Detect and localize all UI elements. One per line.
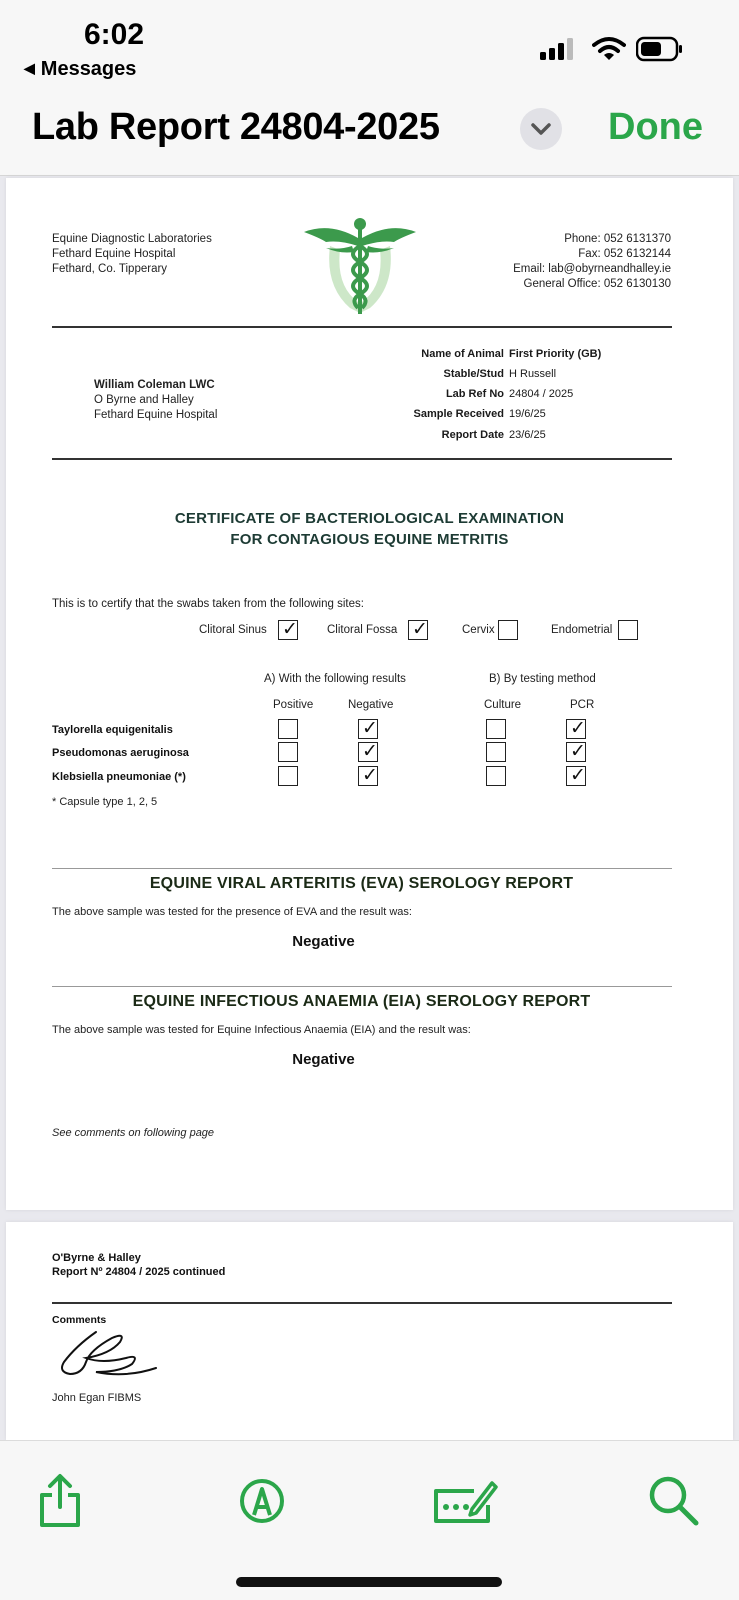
lab-line: Fethard, Co. Tipperary (52, 263, 168, 275)
eva-heading: EQUINE VIRAL ARTERITIS (EVA) SEROLOGY REPORT (149, 875, 574, 892)
divider (52, 868, 672, 869)
caduceus-logo-icon (300, 216, 420, 318)
lab-address-block (52, 232, 212, 277)
home-indicator[interactable] (236, 1577, 502, 1587)
result-checkbox[interactable] (486, 742, 506, 762)
eva-result: Negative (292, 933, 355, 950)
column-header: Positive (273, 699, 314, 711)
addressee-line: O Byrne and Halley (94, 394, 194, 406)
column-header: Culture (484, 699, 522, 711)
back-label: Messages (40, 58, 137, 80)
site-checkbox-clitoral-sinus[interactable] (278, 620, 298, 640)
checkmark-icon: ✓ (362, 740, 378, 762)
checkmark-icon: ✓ (362, 717, 378, 739)
title-menu-button[interactable] (520, 108, 562, 150)
document-title: Lab Report 24804-2025 (32, 106, 440, 148)
site-checkbox-endometrial[interactable] (618, 620, 638, 640)
meta-key: Lab Ref No (445, 388, 504, 400)
eia-result: Negative (292, 1051, 355, 1068)
eia-text: The above sample was tested for Equine Infectious Anaemia (EIA) and the result was: (52, 1024, 471, 1036)
site-label: Clitoral Sinus (199, 624, 267, 636)
result-checkbox[interactable] (486, 719, 506, 739)
back-to-messages-link[interactable] (24, 58, 136, 81)
results-heading-b: B) By testing method (489, 673, 596, 685)
checkmark-icon: ✓ (570, 717, 586, 739)
column-header: PCR (570, 699, 595, 711)
markup-icon[interactable] (232, 1471, 292, 1531)
signatory-name: John Egan FIBMS (52, 1392, 142, 1404)
document-page-2[interactable] (6, 1222, 733, 1440)
divider (52, 986, 672, 987)
meta-key: Name of Animal (421, 348, 504, 360)
column-header: Negative (348, 699, 394, 711)
lab-contact-block (513, 232, 671, 292)
meta-value: 23/6/25 (509, 429, 546, 441)
checkmark-icon: ✓ (412, 618, 428, 640)
organism-name: Taylorella equigenitalis (52, 724, 173, 736)
checkmark-icon: ✓ (570, 740, 586, 762)
site-label: Clitoral Fossa (327, 624, 398, 636)
divider (52, 326, 672, 328)
lab-line: Equine Diagnostic Laboratories (52, 233, 212, 245)
addressee-name: William Coleman LWC (94, 379, 215, 391)
divider (52, 458, 672, 460)
status-bar (0, 0, 739, 88)
share-icon[interactable] (30, 1471, 90, 1531)
results-heading-a: A) With the following results (264, 673, 406, 685)
result-checkbox[interactable] (278, 766, 298, 786)
checkmark-icon: ✓ (362, 764, 378, 786)
checkmark-icon: ✓ (282, 618, 298, 640)
result-checkbox[interactable] (358, 719, 378, 739)
addressee-block (94, 378, 217, 423)
contact-line: Phone: 052 6131370 (564, 233, 671, 245)
result-checkbox[interactable] (566, 719, 586, 739)
meta-value: 24804 / 2025 (509, 388, 574, 400)
status-time: 6:02 (84, 18, 145, 51)
document-page-1[interactable] (6, 178, 733, 1210)
meta-key: Sample Received (413, 408, 504, 420)
result-checkbox[interactable] (486, 766, 506, 786)
report-continued-line: Report Nº 24804 / 2025 continued (52, 1266, 226, 1278)
site-label: Endometrial (551, 624, 613, 636)
eia-heading: EQUINE INFECTIOUS ANAEMIA (EIA) SEROLOGY REPORT (132, 993, 591, 1010)
chevron-down-icon (520, 108, 562, 150)
site-checkbox-cervix[interactable] (498, 620, 518, 640)
meta-key: Report Date (441, 429, 504, 441)
meta-key: Stable/Stud (443, 368, 504, 380)
certificate-heading-line: FOR CONTAGIOUS EQUINE METRITIS (230, 531, 509, 548)
org-name: O'Byrne & Halley (52, 1252, 141, 1264)
signature-icon[interactable] (430, 1471, 500, 1531)
certificate-heading-line: CERTIFICATE OF BACTERIOLOGICAL EXAMINATION (174, 510, 565, 527)
organism-name: Pseudomonas aeruginosa (52, 747, 189, 759)
divider (52, 1302, 672, 1304)
cellular-signal-icon (540, 38, 576, 60)
comments-label: Comments (52, 1314, 107, 1326)
meta-value: 19/6/25 (509, 408, 546, 420)
contact-line: Email: lab@obyrneandhalley.ie (513, 263, 671, 275)
nav-bar (0, 88, 739, 176)
lab-line: Fethard Equine Hospital (52, 248, 176, 260)
done-button[interactable]: Done (608, 106, 703, 148)
battery-icon (636, 36, 684, 62)
certify-text: This is to certify that the swabs taken from the following sites: (52, 598, 364, 610)
search-icon[interactable] (644, 1471, 704, 1531)
meta-value: H Russell (509, 368, 557, 380)
site-checkbox-clitoral-fossa[interactable] (408, 620, 428, 640)
certificate-heading (0, 508, 739, 550)
contact-line: General Office: 052 6130130 (523, 278, 671, 290)
meta-value: First Priority (GB) (509, 348, 602, 360)
bottom-toolbar (0, 1440, 739, 1600)
back-arrow-icon: ◀ (24, 60, 35, 76)
checkmark-icon: ✓ (570, 764, 586, 786)
organism-name: Klebsiella pneumoniae (*) (52, 771, 186, 783)
eva-text: The above sample was tested for the presence of EVA and the result was: (52, 906, 412, 918)
result-checkbox[interactable] (566, 766, 586, 786)
footnote: * Capsule type 1, 2, 5 (52, 796, 158, 808)
result-checkbox[interactable] (358, 742, 378, 762)
see-comments-note: See comments on following page (52, 1127, 215, 1139)
addressee-line: Fethard Equine Hospital (94, 409, 218, 421)
result-checkbox[interactable] (566, 742, 586, 762)
result-checkbox[interactable] (358, 766, 378, 786)
result-checkbox[interactable] (278, 719, 298, 739)
signature-image (56, 1328, 160, 1380)
site-label: Cervix (462, 624, 495, 636)
wifi-icon (592, 36, 626, 62)
result-checkbox[interactable] (278, 742, 298, 762)
contact-line: Fax: 052 6132144 (578, 248, 671, 260)
